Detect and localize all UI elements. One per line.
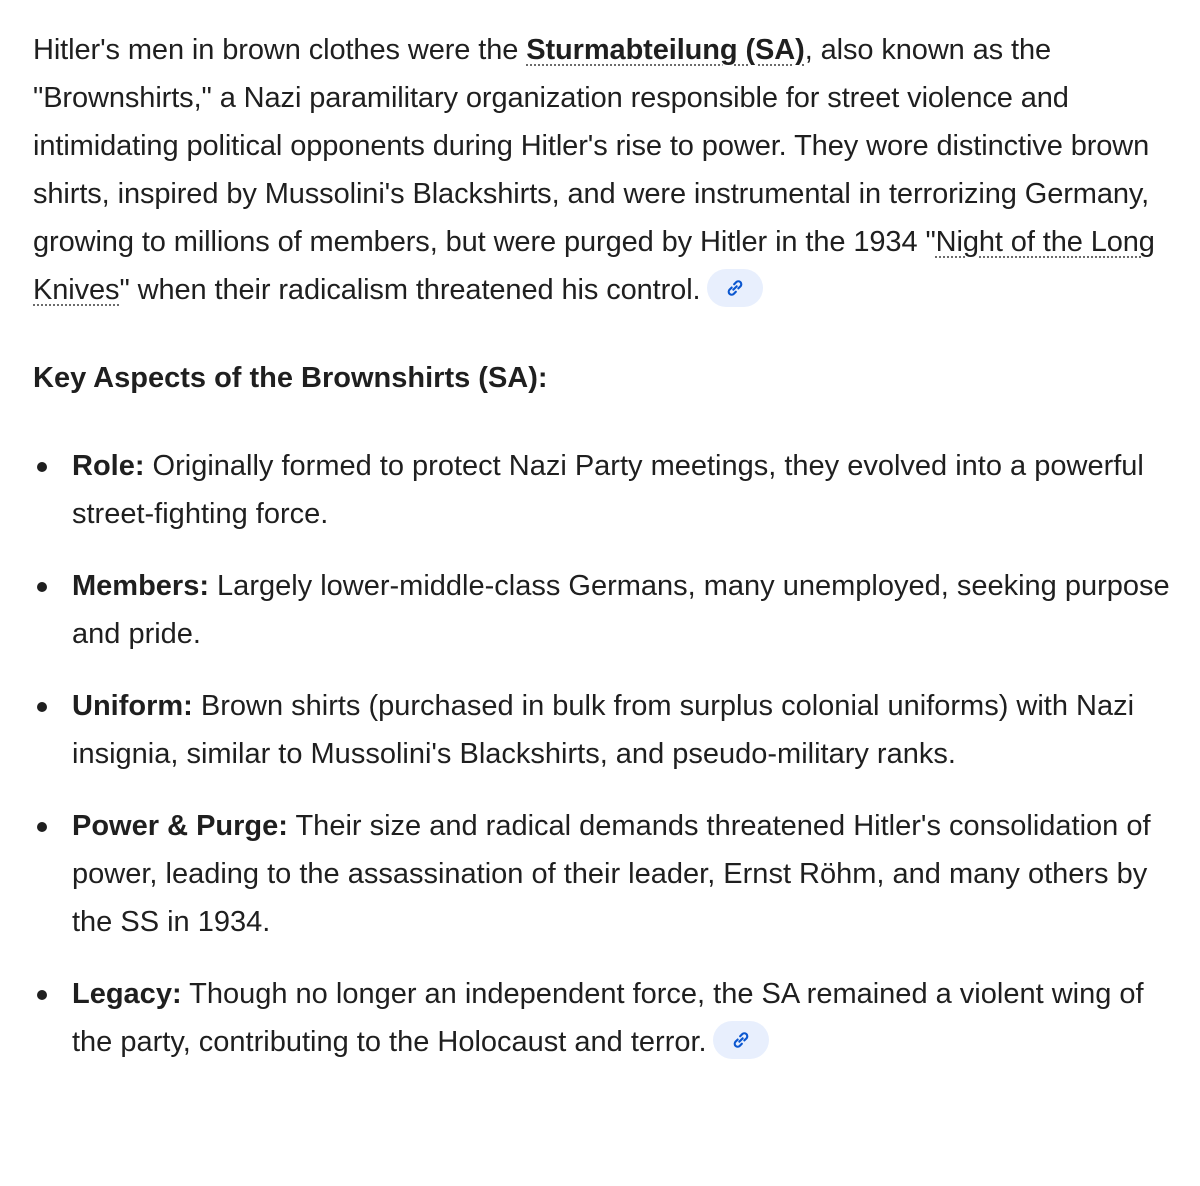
list-item-uniform bbox=[33, 682, 1173, 778]
list-item-role bbox=[33, 442, 1173, 538]
bullet bbox=[37, 582, 47, 592]
item-text: Originally formed to protect Nazi Party meetings, they evolved into a powerful street-fighting force. bbox=[72, 450, 1144, 530]
item-label: Uniform: bbox=[72, 690, 193, 722]
list-item-legacy bbox=[33, 970, 1173, 1066]
item-label: Role: bbox=[72, 450, 145, 482]
intro-prefix: Hitler's men in brown clothes were the bbox=[33, 34, 527, 66]
bullet bbox=[37, 822, 47, 832]
item-text: Though no longer an independent force, the SA remained a violent wing of the party, contributing to the Holocaust and terror. bbox=[72, 978, 1144, 1058]
intro-middle: , also known as the "Brownshirts," a Nazi paramilitary organization responsible for street violence and intimidating political opponents during Hitler's rise to power. They wore distinctive brown shirts, inspired by Mussolini's Blackshirts, and were instrumental in terrorizing Germany, growing to millions of members, but were purged by Hitler in the 1934 " bbox=[33, 34, 1150, 258]
item-label: Power & Purge: bbox=[72, 810, 288, 842]
item-label: Members: bbox=[72, 570, 209, 602]
intro-suffix: " when their radicalism threatened his control. bbox=[119, 274, 701, 306]
item-text: Largely lower-middle-class Germans, many unemployed, seeking purpose and pride. bbox=[72, 570, 1170, 650]
bullet bbox=[37, 990, 47, 1000]
link-icon bbox=[725, 278, 745, 298]
term-sturmabteilung-link[interactable]: Sturmabteilung (SA) bbox=[526, 34, 805, 66]
source-link-chip[interactable] bbox=[713, 1021, 769, 1059]
key-aspects-list bbox=[33, 442, 1173, 1066]
source-link-chip[interactable] bbox=[707, 269, 763, 307]
bullet bbox=[37, 462, 47, 472]
item-text: Their size and radical demands threatened Hitler's consolidation of power, leading to the assassination of their leader, Ernst Röhm, and many others by the SS in 1934. bbox=[72, 810, 1151, 938]
intro-paragraph bbox=[33, 26, 1173, 314]
answer-content bbox=[33, 26, 1173, 1090]
link-icon bbox=[731, 1030, 751, 1050]
list-item-power-purge bbox=[33, 802, 1173, 946]
section-heading: Key Aspects of the Brownshirts (SA): bbox=[33, 362, 548, 394]
item-text: Brown shirts (purchased in bulk from surplus colonial uniforms) with Nazi insignia, similar to Mussolini's Blackshirts, and pseudo-military ranks. bbox=[72, 690, 1135, 770]
bullet bbox=[37, 702, 47, 712]
item-label: Legacy: bbox=[72, 978, 182, 1010]
term-night-of-long-knives-link[interactable]: Night of the Long Knives bbox=[33, 226, 1155, 306]
list-item-members bbox=[33, 562, 1173, 658]
